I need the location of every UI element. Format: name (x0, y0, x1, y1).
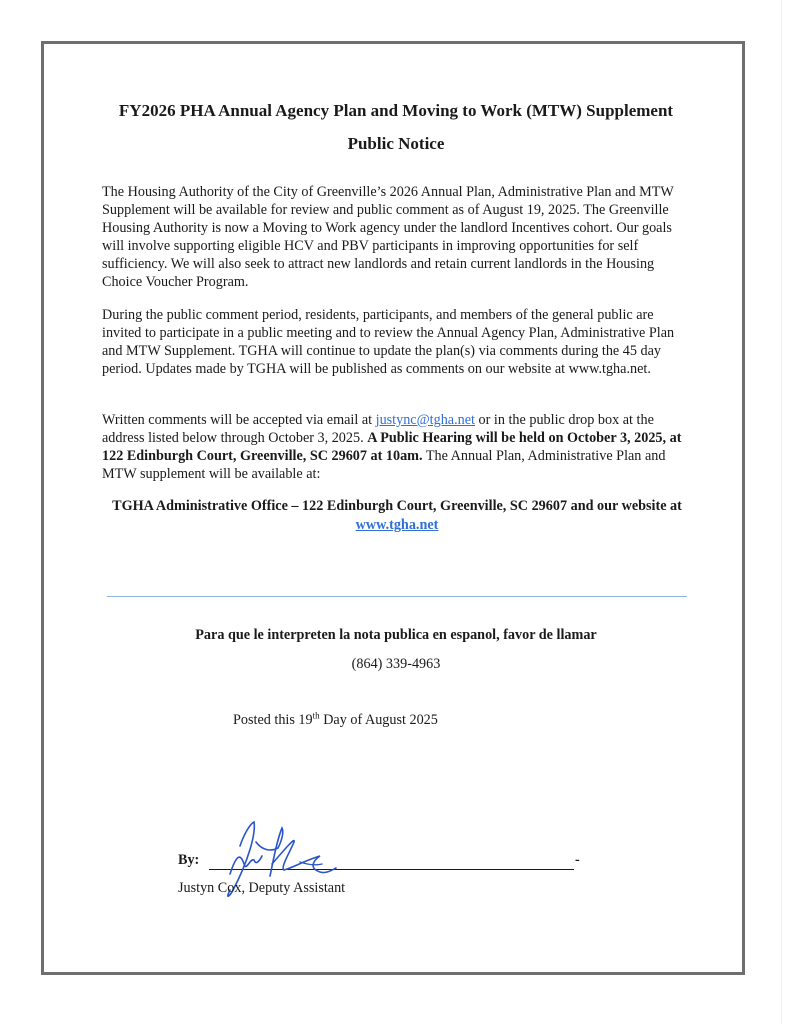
phone-number: (864) 339-4963 (351, 656, 441, 672)
posted-date (233, 712, 438, 729)
divider-rule (107, 596, 687, 597)
website-link[interactable]: www.tgha.net (355, 516, 439, 533)
office-location (102, 497, 692, 534)
paragraph-annual-plan: The Housing Authority of the City of Greenville’s 2026 Annual Plan, Administrative Plan and MTW Supplement will be available for review and public comment as of August 19, 2025. The Greenville Housing Authority is now a Moving to Work agency under the landlord Incentives cohort. Our goals will involve supporting eligible HCV and PBV participants in improving opportunities for self sufficiency. We will also seek to attract new landlords and retain current landlords in the Housing Choice Voucher Program. (102, 184, 674, 291)
signer-name: Justyn Cox, Deputy Assistant (178, 880, 346, 896)
posted-prefix: Posted this 19 (233, 712, 313, 728)
paragraph-written-comments (102, 411, 692, 483)
comments-dropbox-text: or in the public drop box at the address listed below through October 3, 2025. (102, 412, 654, 447)
public-hearing-text: A Public Hearing will be held on October 3, 2025, at 122 Edinburgh Court, Greenville, SC 29607 at 10am. (102, 430, 682, 465)
signature-line-dash: - (575, 852, 580, 868)
posted-ordinal: th (312, 710, 320, 721)
by-label: By: (178, 852, 200, 868)
email-link[interactable]: justync@tgha.net (375, 412, 475, 428)
spanish-interpretation-line: Para que le interpreten la nota publica en espanol, favor de llamar (195, 627, 597, 643)
notice-subtitle: Public Notice (347, 134, 445, 153)
posted-suffix: Day of August 2025 (319, 712, 438, 728)
notice-title: FY2026 PHA Annual Agency Plan and Moving to Work (MTW) Supplement (118, 101, 674, 120)
availability-text: The Annual Plan, Administrative Plan and MTW supplement will be available at: (102, 448, 666, 483)
comments-intro-text: Written comments will be accepted via email at (102, 412, 376, 428)
paragraph-comment-period: During the public comment period, residents, participants, and members of the general public are invited to participate in a public meeting and to review the Annual Agency Plan, Administrative Plan and MTW Supplement. TGHA will continue to update the plan(s) via comments during the 45 day period. Updates made by TGHA will be published as comments on our website at www.tgha.net. (102, 307, 675, 378)
office-address-text: TGHA Administrative Office – 122 Edinburgh Court, Greenville, SC 29607 and our website at (112, 498, 682, 514)
